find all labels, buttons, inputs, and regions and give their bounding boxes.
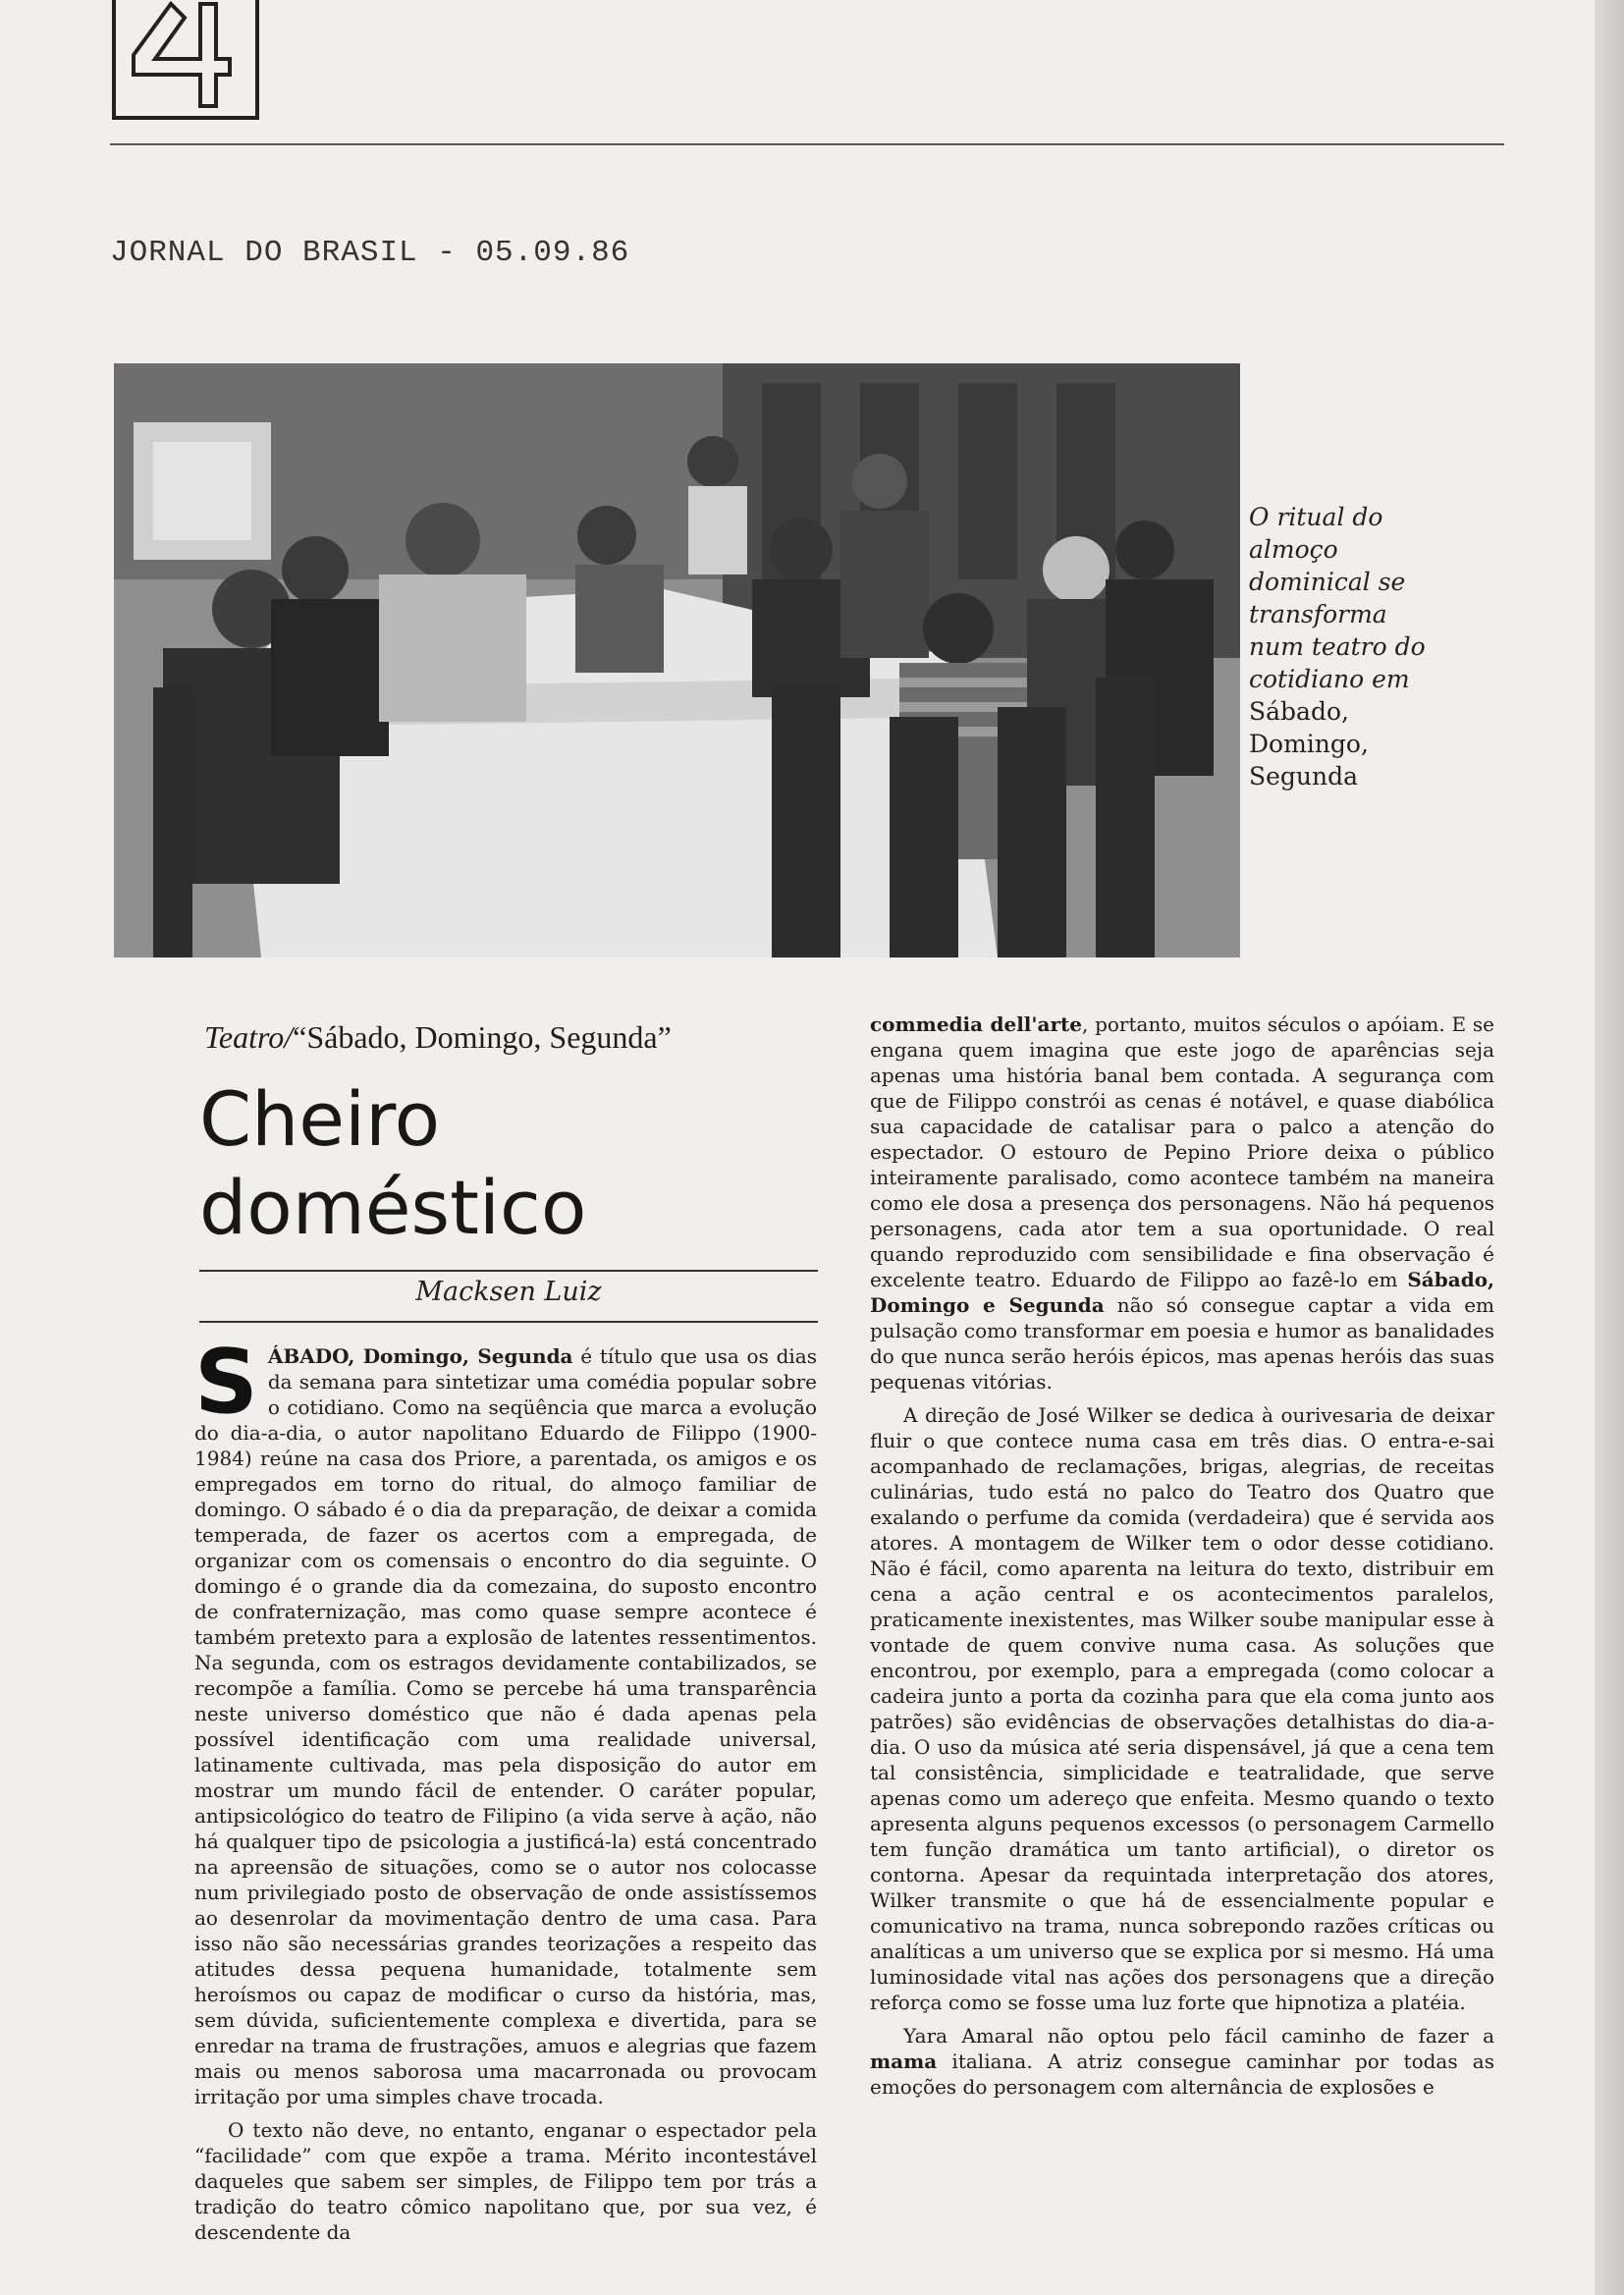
- caption-italic: O ritual do almoço dominical se transforma num teatro do cotidiano em: [1249, 503, 1426, 693]
- byline-rule-top: [199, 1270, 818, 1272]
- kicker-section: Teatro/: [204, 1019, 294, 1055]
- article-column-right: [870, 1011, 1494, 2107]
- paragraph-2-text-2: , portanto, muitos séculos o apóiam. E se engana quem imagina que este jogo de aparências seja apenas uma história banal bem contada. A segurança com que de Filippo constrói as cenas é notável, e quase diabólica sua capacidade de catalisar para o palco a atenção do espectador. O estouro de Pepino Priore deixa o público inteiramente paralisado, como acontece também na maneira como ele dosa a presença dos personagens. Não há pequenos personagens, cada ator tem a sua oportunidade. O real quando reproduzido com sensibilidade e fina observação é excelente teatro. Eduardo de Filippo ao fazê-lo em: [870, 1012, 1494, 1291]
- headline: Cheiro doméstico: [199, 1075, 587, 1251]
- byline-rule-bottom: [199, 1321, 818, 1323]
- paragraph-2-bold-2: Sábado, Domingo e Segunda: [870, 1268, 1494, 1317]
- kicker: [204, 1019, 672, 1056]
- dinner-table-photo-icon: [114, 363, 1240, 957]
- paragraph-1-text: é título que usa os dias da semana para sintetizar uma comédia popular sobre o cotidiano. Como na seqüência que marca a evolução do dia-a-dia, o autor napolitano Eduardo de Filippo (1900-1984) reúne na casa dos Priore, a parentada, os amigos e os empregados em torno do ritual, do almoço familiar de domingo. O sábado é o dia da preparação, de deixar a comida temperada, de fazer os acertos com a empregada, de organizar com os comensais o encontro do dia seguinte. O domingo é o grande dia da comezaina, do suposto encontro de confraternização, mas como quase sempre acontece é também pretexto para a explosão de latentes ressentimentos. Na segunda, com os estragos devidamente contabilizados, se recompõe a família. Como se percebe há uma transparência neste universo doméstico que não é dada apenas pela possível identificação com uma realidade universal, latinamente cultivada, mas pela disposição do autor em mostrar um mundo fácil de entender. O caráter popular, antipsicológico do teatro de Filipino (a vida serve à ação, não há qualquer tipo de psicologia a justificá-la) está concentrado na apreensão de situações, como se o autor nos colocasse num privilegiado posto de observação de onde assistíssemos ao desenrolar da movimentação dentro de uma casa. Para isso não são necessárias grandes teorizações a respeito das atitudes dessa pequena humanidade, totalmente sem heroísmos ou capaz de modificar o curso da história, mas, sem dúvida, suficientemente complexa e divertida, para se enredar na trama de frustrações, amuos e alegrias que fazem mais ou menos saborosa uma macarronada ou provocam irritação por uma simples chave trocada.: [194, 1344, 817, 2108]
- drop-cap: S: [194, 1331, 258, 1434]
- paragraph-1-lead: ÁBADO, Domingo, Segunda: [267, 1344, 573, 1368]
- page-number-4-icon: [110, 0, 261, 124]
- paragraph-2-start: [194, 2117, 817, 2245]
- paragraph-4-text: Yara Amaral não optou pelo fácil caminho de fazer a: [903, 2024, 1494, 2048]
- paragraph-4-text-2: italiana. A atriz consegue caminhar por todas as emoções do personagem com alternância de explosões e: [870, 2049, 1494, 2099]
- source-line: JORNAL DO BRASIL - 05.09.86: [110, 236, 630, 270]
- kicker-title: “Sábado, Domingo, Segunda”: [293, 1019, 672, 1055]
- paragraph-2-continued: [870, 1011, 1494, 1394]
- header-rule: [110, 143, 1504, 145]
- paragraph-2-bold: commedia dell'arte: [870, 1012, 1082, 1036]
- article-column-left: [194, 1331, 817, 2253]
- paragraph-2-text: O texto não deve, no entanto, enganar o espectador pela “facilidade” com que expõe a trama. Mérito incontestável daqueles que sabem ser simples, de Filippo tem por trás a tradição do teatro cômico napolitano que, por sua vez, é descendente da: [194, 2118, 817, 2244]
- paragraph-2-text-3: não só consegue captar a vida em pulsação como transformar em poesia e humor as banalidades do que nunca serão heróis épicos, mas apenas heróis das suas pequenas vitórias.: [870, 1293, 1494, 1393]
- paragraph-4: [870, 2023, 1494, 2100]
- photo-caption: [1249, 501, 1445, 792]
- paragraph-3: A direção de José Wilker se dedica à ourivesaria de deixar fluir o que contece numa casa em três dias. O entra-e-sai acompanhado de reclamações, brigas, alegrias, de receitas culinárias, tudo está no palco do Teatro dos Quatro que exalando o perfume da comida (verdadeira) que é servida aos atores. A montagem de Wilker tem o odor desse cotidiano. Não é fácil, como aparenta na leitura do texto, distribuir em cena a ação central e os acontecimentos paralelos, praticamente inexistentes, mas Wilker soube manipular esse à vontade de quem convive numa casa. As soluções que encontrou, por exemplo, para a empregada (como colocar a cadeira junto a porta da cozinha para que ela coma junto aos patrões) são evidências de observações detalhistas do dia-a-dia. O uso da música até seria dispensável, já que a cena tem tal consistência, simplicidade e teatralidade, que serve apenas como um adereço que enfeita. Mesmo quando o texto apresenta alguns pequenos excessos (o personagem Carmello tem função dramática um tanto artificial), o diretor os contorna. Apesar da requintada interpretação dos atores, Wilker transmite o que há de essencialmente popular e comunicativo na trama, nunca sobrepondo razões críticas ou analíticas a um universo que se explica por si mesmo. Há uma luminosidade vital nas ações dos personagens que a direção reforça como se fosse uma luz forte que hipnotiza a platéia.: [870, 1403, 1494, 2014]
- byline: Macksen Luiz: [415, 1277, 602, 1307]
- page-edge: [1595, 0, 1624, 2295]
- caption-title: Sábado, Domingo, Segunda: [1249, 697, 1369, 791]
- paragraph-4-bold: mama: [870, 2049, 938, 2073]
- paragraph-1: [194, 1331, 817, 2109]
